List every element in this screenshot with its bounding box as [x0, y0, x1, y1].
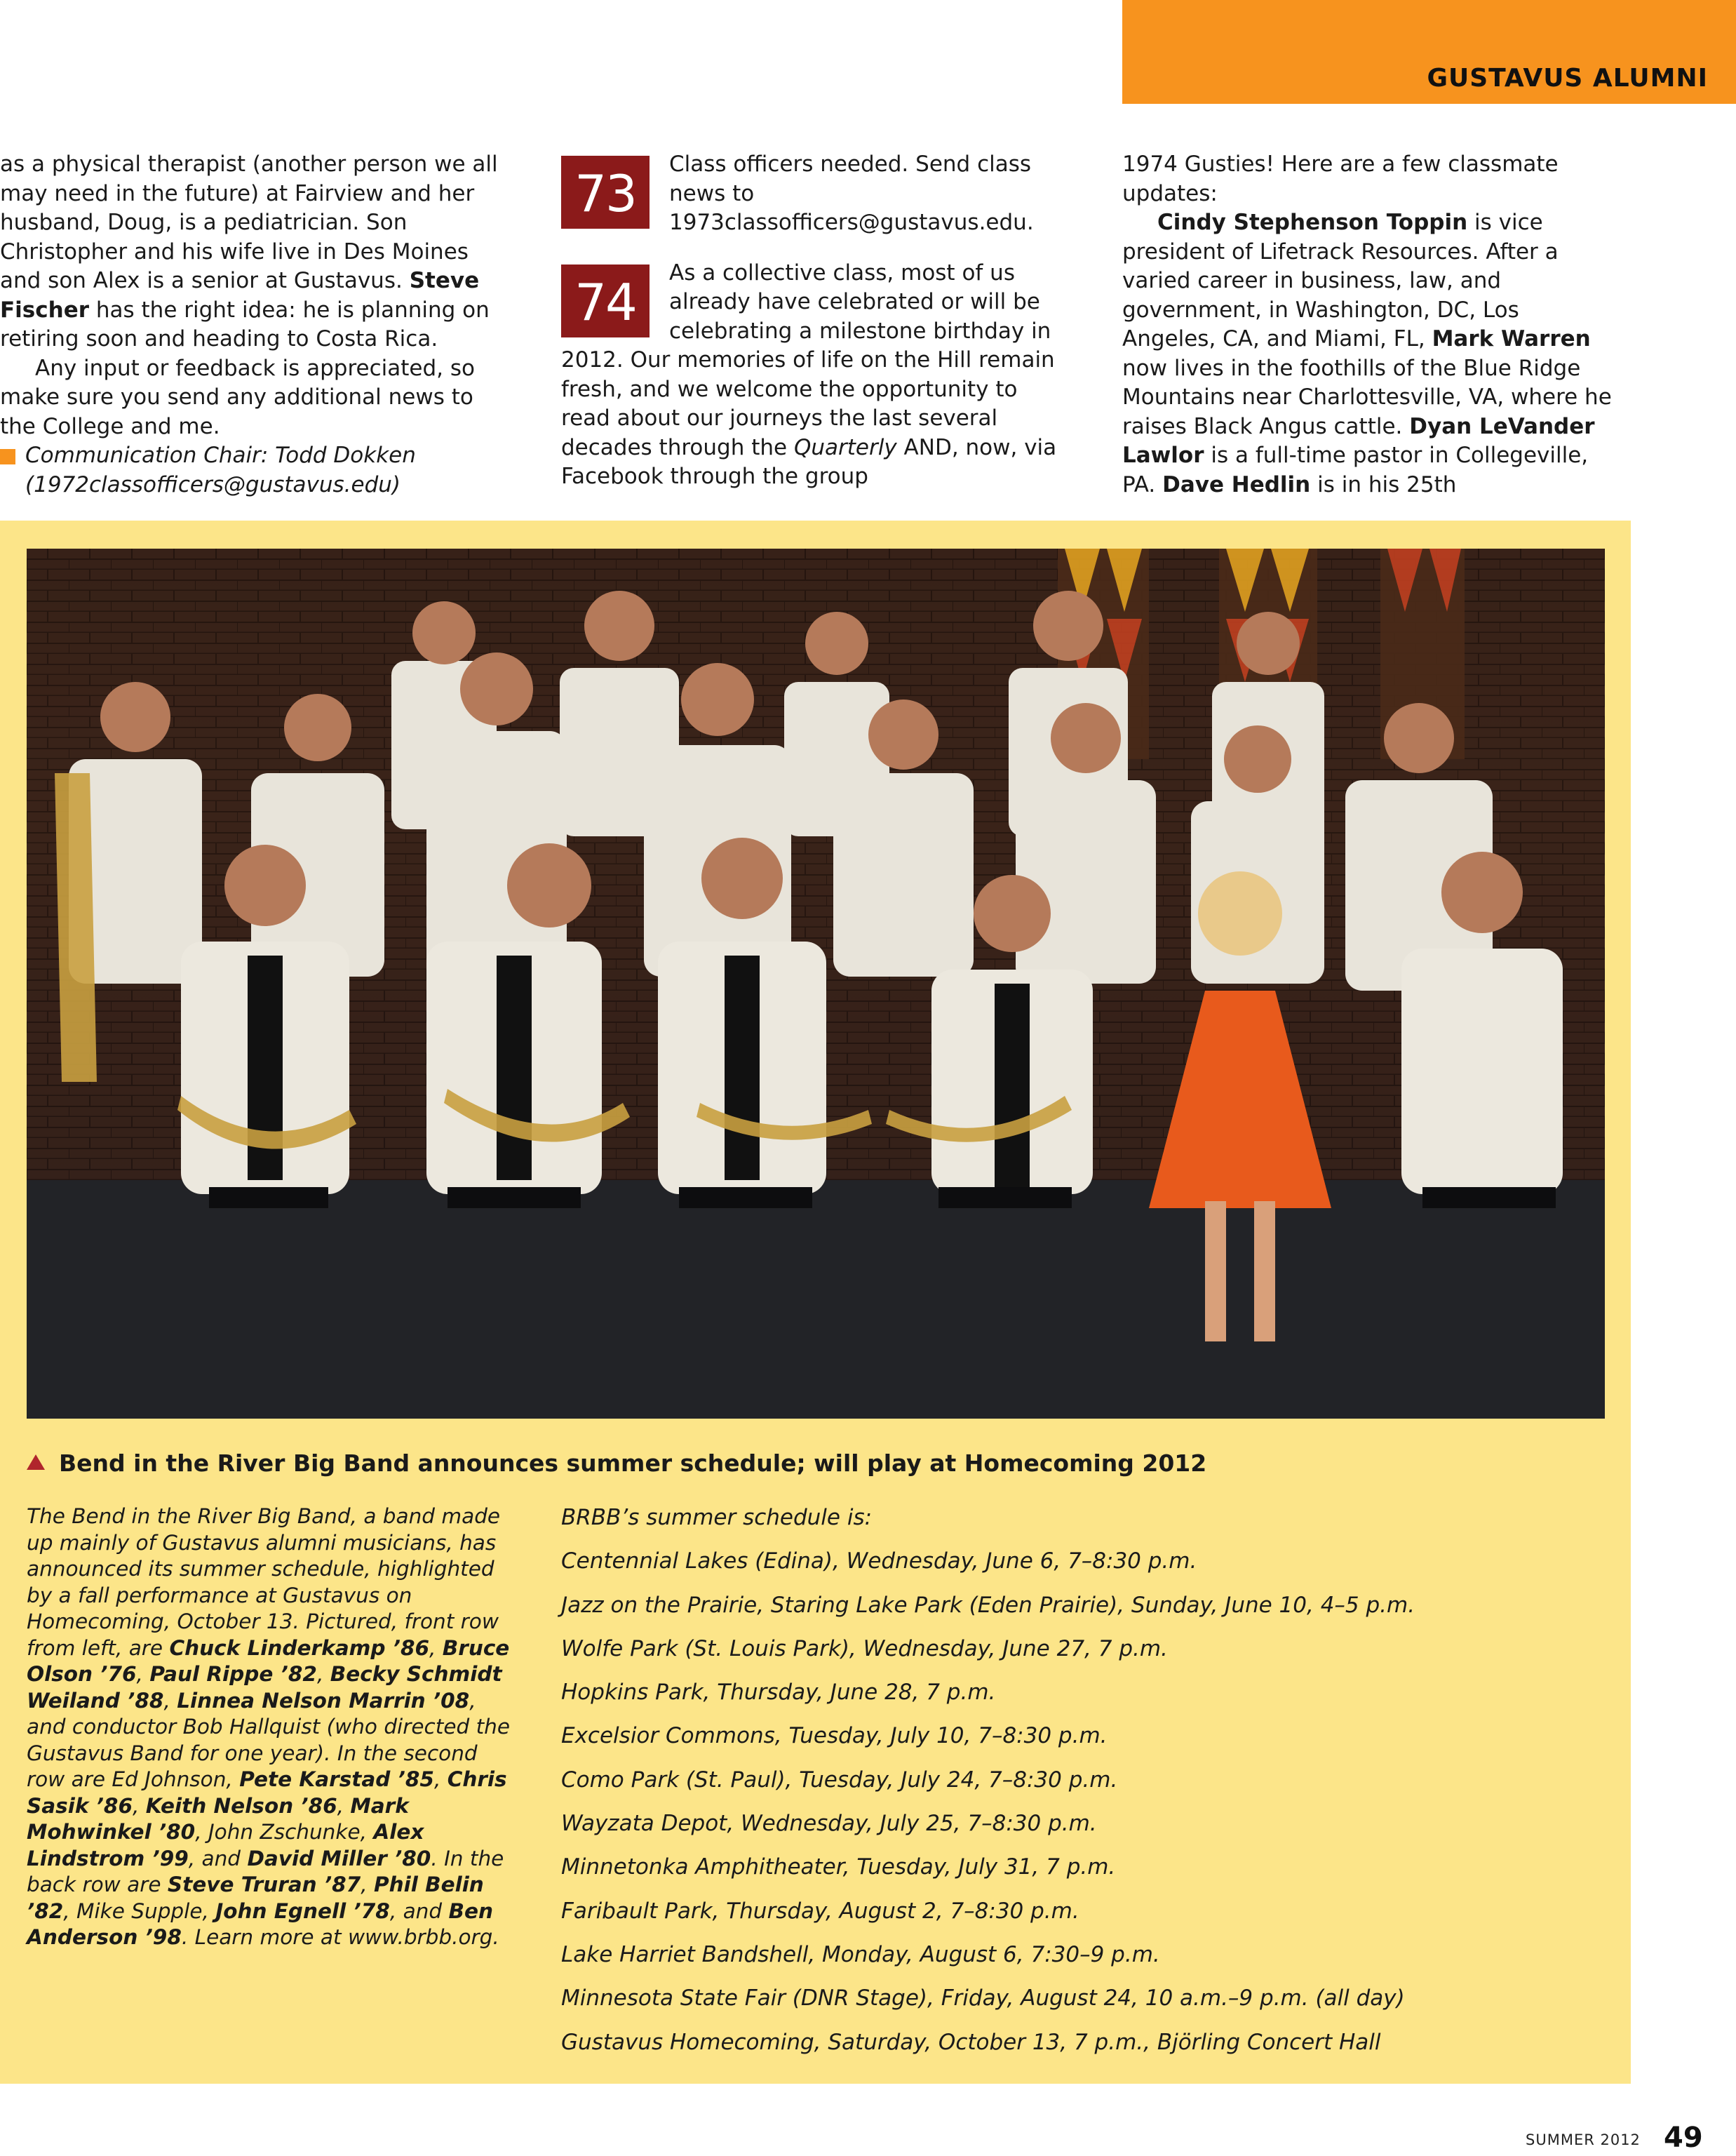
schedule-item: Minnesota State Fair (DNR Stage), Friday, August 24, 10 a.m.–9 p.m. (all day): [561, 1986, 1405, 2011]
class-1973-text: Class officers needed. Send class news to 1973classofficers@gustavus.edu.: [669, 152, 1034, 235]
section-title: GUSTAVUS ALUMNI: [1427, 64, 1708, 93]
schedule-item: Jazz on the Prairie, Staring Lake Park (Eden Prairie), Sunday, June 10, 4–5 p.m.: [561, 1592, 1415, 1618]
person-name: Ben Anderson ’98: [27, 1899, 493, 1949]
section-header-bar: [1122, 0, 1736, 104]
schedule-item: Excelsior Commons, Tuesday, July 10, 7–8:30 p.m.: [561, 1723, 1108, 1749]
schedule-item: Wolfe Park (St. Louis Park), Wednesday, June 27, 7 p.m.: [561, 1635, 1168, 1661]
person-name: John Egnell ’78: [215, 1899, 390, 1923]
person-name: Becky Schmidt Weiland ’88: [27, 1662, 502, 1713]
schedule-item: Minnetonka Amphitheater, Tuesday, July 31, 7 p.m.: [561, 1854, 1116, 1880]
person-name: Chris Sasik ’86: [27, 1767, 507, 1818]
schedule-intro: BRBB’s summer schedule is:: [561, 1505, 873, 1530]
person-name: Paul Rippe ’82: [149, 1662, 317, 1686]
class-1973-block: [561, 150, 1066, 238]
col3-updates: Cindy Stephenson Toppin is vice president of Lifetrack Resources. After a varied career in business, law, and government, in Washington, DC, Los Angeles, CA, and Miami, FL, Mark Warren now lives in the foothills of the Blue Ridge Mountains near Charlottesville, VA, where he raises Black Angus cattle. Dyan LeVander Lawlor is a full-time pastor in Collegeville, PA. Dave Hedlin is in his 25th: [1122, 210, 1612, 497]
communication-chair: Communication Chair: Todd Dokken: [0, 441, 505, 471]
schedule-item: Faribault Park, Thursday, August 2, 7–8:30 p.m.: [561, 1898, 1079, 1924]
col1-paragraph-1: as a physical therapist (another person we all may need in the future) at Fairview and her husband, Doug, is a pediatrician. Son Christopher and his wife live in Des Moines and son Alex is a senior at Gustavus. Steve Fischer has the right idea: he is planning on retiring soon and heading to Costa Rica.: [0, 152, 498, 351]
schedule-item: Centennial Lakes (Edina), Wednesday, June 6, 7–8:30 p.m.: [561, 1548, 1197, 1574]
class-1974-block: [561, 259, 1066, 492]
communication-chair-email: (1972classofficers@gustavus.edu): [25, 471, 401, 497]
person-name: Chuck Linderkamp ’86: [169, 1635, 430, 1660]
person-name: David Miller ’80: [247, 1846, 431, 1870]
col3-intro: 1974 Gusties! Here are a few classmate updates:: [1122, 152, 1559, 206]
person-name: Keith Nelson ’86: [145, 1793, 337, 1818]
person-name: Dave Hedlin: [1162, 471, 1311, 497]
column-2: [561, 150, 1066, 515]
person-name: Steve Truran ’87: [167, 1873, 361, 1896]
person-name: Phil Belin ’82: [27, 1873, 484, 1923]
person-name: Mark Warren: [1432, 326, 1591, 351]
person-name: Dyan LeVander Lawlor: [1122, 413, 1595, 468]
schedule-item: Wayzata Depot, Wednesday, July 25, 7–8:30 p.m.: [561, 1811, 1097, 1837]
schedule-item: Gustavus Homecoming, Saturday, October 13, 7 p.m., Björling Concert Hall: [561, 2029, 1381, 2055]
square-bullet-icon: [0, 449, 15, 464]
person-name: Linnea Nelson Marrin ’08: [177, 1688, 470, 1713]
person-name: Mark Mohwinkel ’80: [27, 1793, 409, 1844]
class-1974-text: As a collective class, most of us already have celebrated or will be celebrating a milestone birthday in 2012. Our memories of life on the Hill remain fresh, and we welcome the opportunity to read about our journeys the last several decades through the Quarterly AND, now, via Facebook through the group: [561, 260, 1057, 489]
band-photo: [27, 549, 1605, 1419]
column-3: [1122, 150, 1613, 515]
class-year-badge: 74: [561, 265, 650, 337]
triangle-up-icon: [27, 1454, 45, 1470]
photo-caption: The Bend in the River Big Band, a band made up mainly of Gustavus alumni musicians, has announced its summer schedule, highlighted by a fall performance at Gustavus on Homecoming, October 13. Pictured, front row from left, are Chuck Linderkamp ’86, Bruce Olson ’76, Paul Rippe ’82, Becky Schmidt Weiland ’88, Linnea Nelson Marrin ’08, and conductor Bob Hallquist (who directed the Gustavus Band for one year). In the second row are Ed Johnson, Pete Karstad ’85, Chris Sasik ’86, Keith Nelson ’86, Mark Mohwinkel ’80, John Zschunke, Alex Lindstrom ’99, and David Miller ’80. In the back row are Steve Truran ’87, Phil Belin ’82, Mike Supple, John Egnell ’78, and Ben Anderson ’98. Learn more at www.brbb.org.: [27, 1504, 510, 1949]
issue-label: SUMMER 2012: [1526, 2131, 1641, 2148]
person-name: Bruce Olson ’76: [27, 1635, 510, 1686]
page-number: 49: [1664, 2122, 1703, 2154]
schedule-list: [561, 1504, 1585, 2072]
person-name: Pete Karstad ’85: [239, 1767, 434, 1791]
person-name: Cindy Stephenson Toppin: [1157, 210, 1468, 235]
band-photo-illustration: [27, 549, 1605, 1419]
col1-paragraph-2: Any input or feedback is appreciated, so make sure you send any additional news to the College and me.: [0, 355, 475, 439]
person-name: Steve Fischer: [0, 268, 480, 323]
schedule-item: Lake Harriet Bandshell, Monday, August 6, 7:30–9 p.m.: [561, 1941, 1160, 1967]
schedule-item: Hopkins Park, Thursday, June 28, 7 p.m.: [561, 1680, 996, 1706]
person-name: Alex Lindstrom ’99: [27, 1820, 424, 1870]
feature-headline: Bend in the River Big Band announces summer schedule; will play at Homecoming 2012: [27, 1449, 1605, 1477]
schedule-item: Como Park (St. Paul), Tuesday, July 24, 7–8:30 p.m.: [561, 1767, 1118, 1793]
column-1: [0, 150, 505, 515]
class-year-badge: 73: [561, 156, 650, 229]
